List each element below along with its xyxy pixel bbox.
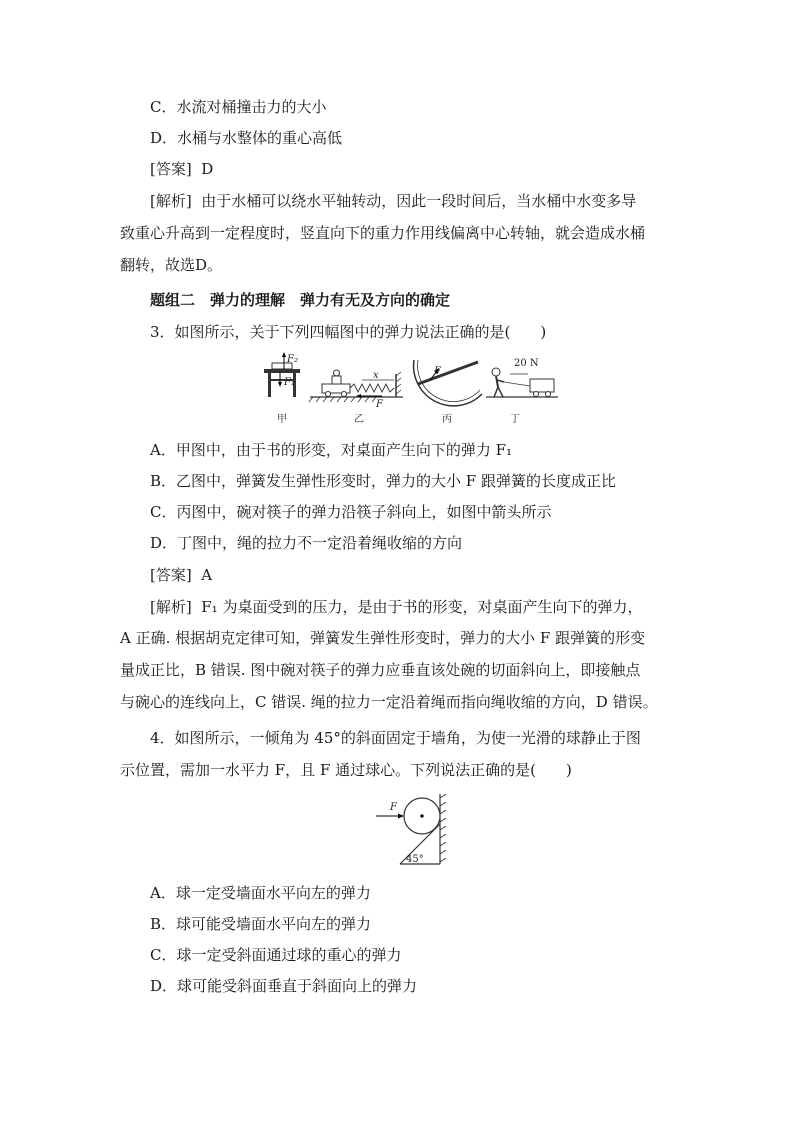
label-ding: 丁 bbox=[510, 414, 520, 425]
label-yi: 乙 bbox=[354, 414, 364, 425]
prev-analysis-line-3: 翻转，故选D。 bbox=[120, 256, 223, 274]
analysis-tag: [解析] bbox=[150, 598, 192, 616]
q3-analysis-line-3: 量成正比，B 错误. 图中碗对筷子的弹力应垂直该处碗的切面斜向上，即接触点 bbox=[120, 661, 641, 679]
q4-stem-line-2: 示位置，需加一水平力 F，且 F 通过球心。下列说法正确的是( ) bbox=[120, 761, 572, 779]
q3-figure bbox=[258, 352, 558, 430]
q3-option-c: C．丙图中，碗对筷子的弹力沿筷子斜向上，如图中箭头所示 bbox=[150, 503, 552, 521]
label-f: F bbox=[376, 399, 383, 410]
prev-analysis-line-1 bbox=[150, 191, 636, 211]
q3-analysis-line-4: 与碗心的连线向上，C 错误. 绳的拉力一定沿着绳而指向绳收缩的方向，D 错误。 bbox=[120, 693, 658, 711]
analysis-text: F₁ 为桌面受到的压力，是由于书的形变，对桌面产生向下的弹力， bbox=[201, 598, 643, 616]
label-q4-f: F bbox=[390, 802, 397, 813]
label-f2: F₂ bbox=[287, 354, 298, 365]
figure-jia bbox=[264, 352, 300, 425]
label-f1: F₁ bbox=[284, 377, 295, 388]
figure-yi bbox=[309, 370, 403, 425]
q4-option-a: A．球一定受墙面水平向左的弹力 bbox=[150, 884, 371, 902]
q3-analysis-line-1 bbox=[150, 597, 642, 617]
q4-figure bbox=[372, 792, 452, 870]
q3-option-d: D．丁图中，绳的拉力不一定沿着绳收缩的方向 bbox=[150, 534, 463, 552]
figure-ding bbox=[486, 358, 558, 425]
answer-value: D bbox=[201, 160, 214, 178]
q4-option-c: C．球一定受斜面通过球的重心的弹力 bbox=[150, 946, 402, 964]
group-title: 题组二 弹力的理解 弹力有无及方向的确定 bbox=[150, 291, 451, 309]
label-x: x bbox=[373, 370, 379, 381]
figure-bing bbox=[414, 360, 482, 425]
q3-option-b: B．乙图中，弹簧发生弹性形变时，弹力的大小 F 跟弹簧的长度成正比 bbox=[150, 472, 616, 490]
prev-option-d: D．水桶与水整体的重心高低 bbox=[150, 129, 343, 147]
q3-stem: 3．如图所示，关于下列四幅图中的弹力说法正确的是( ) bbox=[150, 323, 547, 341]
answer-tag: [答案] bbox=[150, 566, 192, 584]
answer-tag: [答案] bbox=[150, 160, 192, 178]
q4-stem-line-1: 4．如图所示，一倾角为 45°的斜面固定于墙角，为使一光滑的球静止于图 bbox=[150, 729, 641, 747]
q3-option-a: A．甲图中，由于书的形变，对桌面产生向下的弹力 F₁ bbox=[150, 441, 513, 459]
prev-answer bbox=[150, 159, 213, 179]
analysis-text: 由于水桶可以绕水平轴转动，因此一段时间后，当水桶中水变多导 bbox=[201, 192, 637, 210]
q3-analysis-line-2: A 正确. 根据胡克定律可知，弹簧发生弹性形变时，弹力的大小 F 跟弹簧的形变 bbox=[120, 629, 646, 647]
label-jia: 甲 bbox=[277, 414, 287, 425]
q3-answer bbox=[150, 565, 212, 585]
q4-option-d: D．球可能受斜面垂直于斜面向上的弹力 bbox=[150, 977, 418, 995]
answer-value: A bbox=[201, 566, 213, 584]
label-angle: 45° bbox=[406, 854, 424, 865]
prev-option-c: C．水流对桶撞击力的大小 bbox=[150, 98, 327, 116]
label-20n: 20 N bbox=[514, 358, 539, 369]
q4-option-b: B．球可能受墙面水平向左的弹力 bbox=[150, 915, 372, 933]
label-bing: 丙 bbox=[442, 414, 452, 425]
label-bing-f: F bbox=[434, 366, 441, 377]
prev-analysis-line-2: 致重心升高到一定程度时，竖直向下的重力作用线偏离中心转轴，就会造成水桶 bbox=[120, 224, 646, 242]
analysis-tag: [解析] bbox=[150, 192, 192, 210]
